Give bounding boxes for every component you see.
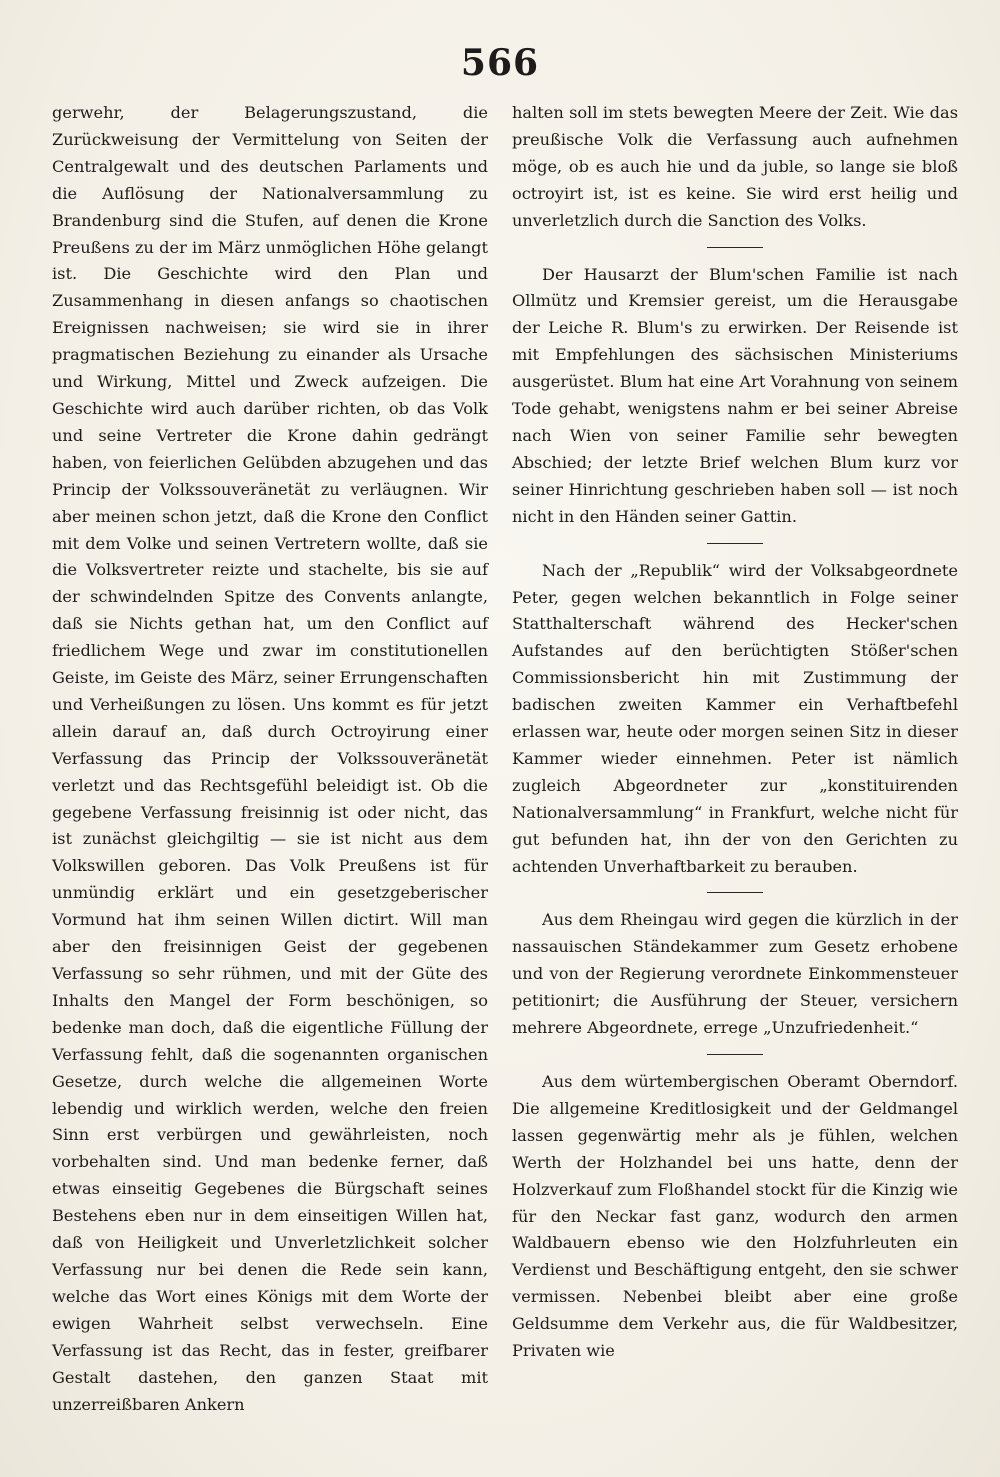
article-deputy-peter: Nach der „Republik“ wird der Volksabgeordnete Peter, gegen welchen bekanntlich in Folge seiner Statthalterschaft während des Hecker'schen Aufstandes auf den berüchtigten Stößer'schen Commissionsbericht hin mit Zustimmung der badischen zweiten Kammer ein Verhaftbefehl erlassen war, heute oder morgen seinen Sitz in dieser Kammer wieder einnehmen. Peter ist nämlich zugleich Abgeordneter zur „konstituirenden Nationalversammlung“ in Frankfurt, welche nicht für gut befunden hat, ihn der von den Gerichten zu achtenden Unverhaftbarkeit zu berauben. [512,560,958,876]
section-divider [707,1054,763,1055]
right-column [512,100,958,1365]
article-blum-family: Der Hausarzt der Blum'schen Familie ist nach Ollmütz und Kremsier gereist, um die Herausgabe der Leiche R. Blum's zu erwirken. Der Reisende ist mit Empfehlungen des sächsischen Ministeriums ausgerüstet. Blum hat eine Art Vorahnung von seinem Tode gehabt, wenigstens nahm er bei seiner Abreise nach Wien von seiner Familie sehr bewegten Abschied; der letzte Brief welchen Blum kurz vor seiner Hinrichtung geschrieben haben soll — ist noch nicht in den Händen seiner Gattin. [512,264,958,526]
left-column-text: gerwehr, der Belagerungszustand, die Zurückweisung der Vermittelung von Seiten der Centralgewalt und des deutschen Parlaments und die Auflösung der Nationalversammlung zu Brandenburg sind die Stufen, auf denen die Krone Preußens zu der im März unmöglichen Höhe gelangt ist. Die Geschichte wird den Plan und Zusammenhang in diesen anfangs so chaotischen Ereignissen nachweisen; sie wird sie in ihrer pragmatischen Beziehung zu einander als Ursache und Wirkung, Mittel und Zweck aufzeigen. Die Geschichte wird auch darüber richten, ob das Volk und seine Vertreter die Krone dahin gedrängt haben, von feierlichen Gelübden abzugehen und das Princip der Volkssouveränetät zu verläugnen. Wir aber meinen schon jetzt, daß die Krone den Conflict mit dem Volke und seinen Vertretern wollte, daß sie die Volksvertreter reizte und stachelte, bis sie auf der schwindelnden Spitze des Convents anlangte, daß sie Nichts gethan hat, um den Conflict auf friedlichem Wege und zwar im constitutionellen Geiste, im Geiste des März, seiner Errungenschaften und Verheißungen zu lösen. Uns kommt es für jetzt allein darauf an, daß durch Octroyirung einer Verfassung das Princip der Volkssouveränetät verletzt und das Rechtsgefühl beleidigt ist. Ob die gegebene Verfassung freisinnig ist oder nicht, das ist zunächst gleichgiltig — sie ist nicht aus dem Volkswillen geboren. Das Volk Preußens ist für unmündig erklärt und ein gesetzgeberischer Vormund hat ihm seinen Willen dictirt. Will man aber den freisinnigen Geist der gegebenen Verfassung so sehr rühmen, und mit der Güte des Inhalts den Mangel der Form beschönigen, so bedenke man doch, daß die eigentliche Füllung der Verfassung fehlt, daß die sogenannten organischen Gesetze, durch welche die allgemeinen Worte lebendig und wirklich werden, welche den freien Sinn erst verbürgen und gewährleisten, noch vorbehalten sind. Und man bedenke ferner, daß etwas einseitig Gegebenes die Bürgschaft seines Bestehens eben nur in dem einseitigen Willen hat, daß von Heiligkeit und Unverletzlichkeit solcher Verfassung nur bei denen die Rede sein kann, welche das Wort eines Königs mit dem Worte der ewigen Wahrheit selbst verwechseln. Eine Verfassung ist das Recht, das in fester, greifbarer Gestalt dastehen, den ganzen Staat mit unzerreißbaren Ankern [52,103,488,1414]
section-divider [707,543,763,544]
left-column [52,100,488,1418]
section-divider [707,892,763,893]
section-divider [707,247,763,248]
article-continuation: halten soll im stets bewegten Meere der Zeit. Wie das preußische Volk die Verfassung auch aufnehmen möge, ob es auch hie und da juble, so lange sie bloß octroyirt ist, ist es keine. Sie wird erst heilig und unverletzlich durch die Sanction des Volks. [512,103,958,230]
article-oberndorf-timber: Aus dem würtembergischen Oberamt Oberndorf. Die allgemeine Kreditlosigkeit und der Geldmangel lassen gegenwärtig mehr als je fühlen, welchen Werth der Holzhandel bei uns hatte, denn der Holzverkauf zum Floßhandel stockt für die Kinzig wie für den Neckar fast ganz, wodurch den armen Waldbauern ebenso wie den Holzfuhrleuten ein Verdienst und Beschäftigung entgeht, den sie schwer vermissen. Nebenbei bleibt aber eine große Geldsumme dem Verkehr aus, die für Waldbesitzer, Privaten wie [512,1072,958,1361]
article-rheingau-tax: Aus dem Rheingau wird gegen die kürzlich in der nassauischen Ständekammer zum Gesetz erhobene und von der Regierung verordnete Einkommensteuer petitionirt; die Ausführung der Steuer, versichern mehrere Abgeordnete, errege „Unzufriedenheit.“ [512,910,958,1038]
page-number: 566 [460,42,540,84]
